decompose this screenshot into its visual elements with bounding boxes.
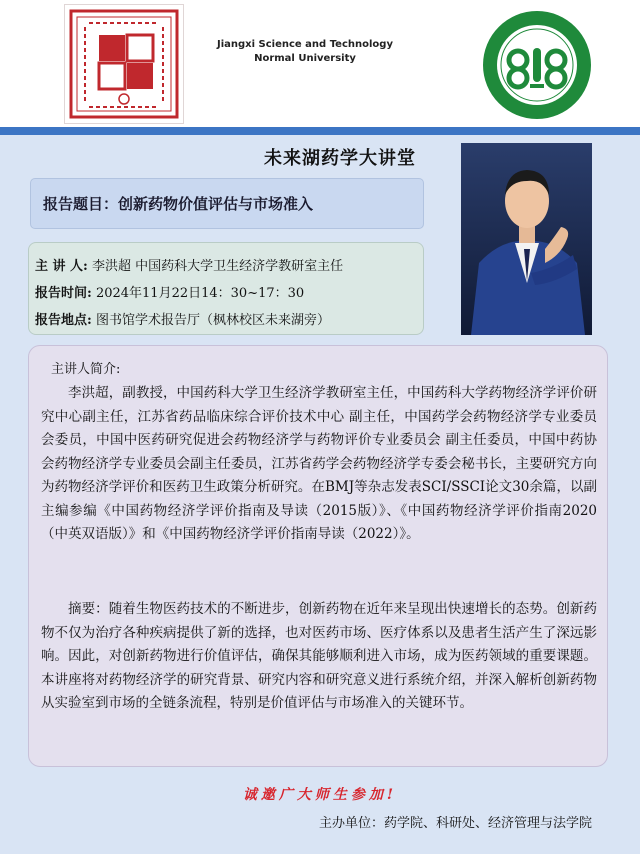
time-label: 报告时间: <box>35 286 92 301</box>
university-name <box>200 38 410 66</box>
header <box>0 0 640 127</box>
host-organizers: 主办单位：药学院、科研处、经济管理与法学院 <box>318 816 592 831</box>
lecture-info-box <box>28 242 424 335</box>
university-seal-icon <box>65 5 183 123</box>
speaker-label: 主 讲 人: <box>35 259 88 274</box>
place-row <box>35 309 330 328</box>
header-accent-stripe <box>0 127 640 135</box>
invitation-text: 诚邀广大师生参加! <box>242 787 398 803</box>
abstract-paragraph: 摘要：随着生物医药技术的不断进步，创新药物在近年来呈现出快速增长的态势。创新药物不仅为治疗各种疾病提供了新的选择，也对医药市场、医疗体系以及患者生活产生了深远影响。因此，对创新药物进行价值评估，确保其能够顺利进入市场，成为医药领域的重要课题。本讲座将对药物经济学的研究背景、研究内容和研究意义进行系统介绍，并深入解析创新药物从实验室到市场的全链条流程，特别是价值评估与市场准入的关键环节。 <box>41 601 597 711</box>
bio-heading: 主讲人简介: <box>51 362 121 377</box>
place-label: 报告地点: <box>35 313 92 328</box>
university-name-line1: Jiangxi Science and Technology <box>217 39 393 50</box>
speaker-photo <box>461 143 592 335</box>
place-value: 图书馆学术报告厅（枫林校区未来湖旁） <box>95 313 330 328</box>
pharmacy-school-seal-logo <box>480 8 594 122</box>
speaker-bio-box <box>28 345 608 767</box>
pharmacy-school-seal-icon <box>480 8 594 122</box>
bio-paragraph: 李洪超，副教授，中国药科大学卫生经济学教研室主任，中国药科大学药物经济学评价研究中心副主任，江苏省药品临床综合评价技术中心 副主任，中国药学会药物经济学专业委员会委员，中国中医药研究促进会药物经济学与药物评价专业委员会 副主任委员，中国中药协会药物经济学专业委员会副主任委员，江苏省药学会药物经济学专委会秘书长，主要研究方向为药物经济学评价和医药卫生政策分析研究。在BMJ等杂志发表SCI/SSCI论文30余篇，以副主编参编《中国药物经济学评价指南及导读（2015版）》、《中国药物经济学评价指南2020（中英双语版）》和《中国药物经济学评价指南导读（2022）》。 <box>41 385 597 542</box>
speaker-value: 李洪超 中国药科大学卫生经济学教研室主任 <box>92 259 344 274</box>
university-name-line2: Normal University <box>254 53 356 64</box>
time-value: 2024年11月22日14：30~17：30 <box>95 286 305 301</box>
topic-box <box>30 178 424 229</box>
university-seal-logo <box>64 4 184 124</box>
speaker-portrait-icon <box>461 143 592 335</box>
page-title: 未来湖药学大讲堂 <box>264 148 416 169</box>
speaker-row <box>35 255 343 274</box>
report-topic: 报告题目：创新药物价值评估与市场准入 <box>43 195 314 213</box>
time-row <box>35 282 304 301</box>
